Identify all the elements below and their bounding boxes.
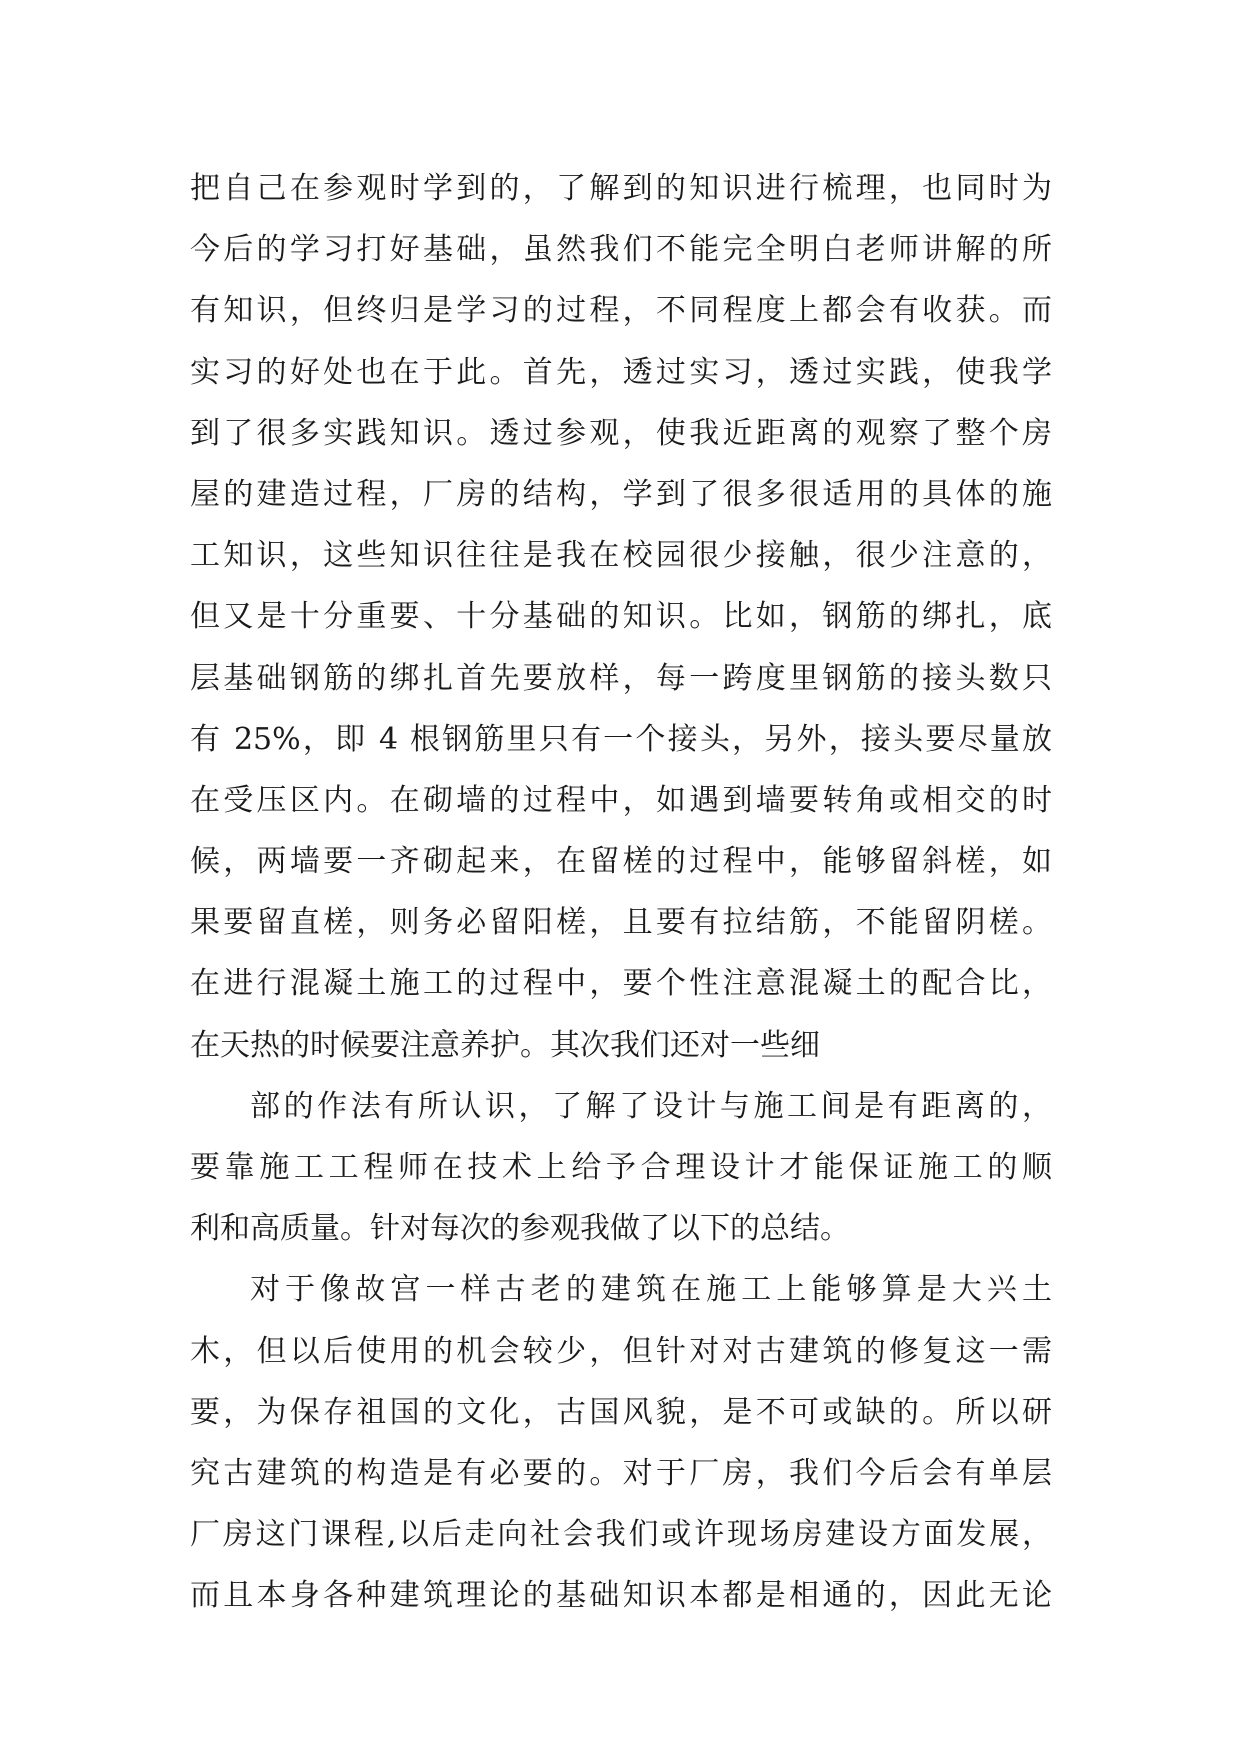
text-line: 有知识，但终归是学习的过程，不同程度上都会有收获。而 <box>190 293 1052 329</box>
text-line: 有 25%，即 4 根钢筋里只有一个接头，另外，接头要尽量放 <box>190 721 1052 757</box>
text-line: 但又是十分重要、十分基础的知识。比如，钢筋的绑扎，底 <box>190 599 1052 635</box>
text-line: 对于像故宫一样古老的建筑在施工上能够算是大兴土 <box>250 1272 1052 1308</box>
text-line: 层基础钢筋的绑扎首先要放样，每一跨度里钢筋的接头数只 <box>190 660 1052 696</box>
text-line: 在进行混凝土施工的过程中，要个性注意混凝土的配合比， <box>190 966 1052 1002</box>
text-line: 今后的学习打好基础，虽然我们不能完全明白老师讲解的所 <box>190 232 1052 268</box>
text-line: 要，为保存祖国的文化，古国风貌，是不可或缺的。所以研 <box>190 1394 1052 1430</box>
text-line: 屋的建造过程，厂房的结构，学到了很多很适用的具体的施 <box>190 476 1052 512</box>
text-line: 木，但以后使用的机会较少，但针对对古建筑的修复这一需 <box>190 1333 1052 1369</box>
text-line: 部的作法有所认识，了解了设计与施工间是有距离的， <box>250 1088 1052 1124</box>
text-line: 在天热的时候要注意养护。其次我们还对一些细 <box>190 1027 820 1063</box>
text-line: 而且本身各种建筑理论的基础知识本都是相通的，因此无论 <box>190 1578 1052 1614</box>
paragraph <box>190 158 1052 1076</box>
text-line: 工知识，这些知识往往是我在校园很少接触，很少注意的， <box>190 538 1052 574</box>
text-line: 候，两墙要一齐砌起来，在留槎的过程中，能够留斜槎，如 <box>190 844 1052 880</box>
text-line: 把自己在参观时学到的，了解到的知识进行梳理，也同时为 <box>190 171 1052 206</box>
text-line: 利和高质量。针对每次的参观我做了以下的总结。 <box>190 1211 850 1247</box>
text-line: 果要留直槎，则务必留阳槎，且要有拉结筋，不能留阴槎。 <box>190 905 1052 941</box>
document-body <box>190 158 1052 1627</box>
text-line: 在受压区内。在砌墙的过程中，如遇到墙要转角或相交的时 <box>190 782 1052 818</box>
paragraph <box>190 1076 1052 1260</box>
paragraph <box>190 1259 1052 1626</box>
text-line: 厂房这门课程,以后走向社会我们或许现场房建设方面发展， <box>190 1517 1052 1553</box>
text-line: 究古建筑的构造是有必要的。对于厂房，我们今后会有单层 <box>190 1455 1052 1491</box>
text-line: 要靠施工工程师在技术上给予合理设计才能保证施工的顺 <box>190 1150 1052 1185</box>
text-line: 到了很多实践知识。透过参观，使我近距离的观察了整个房 <box>190 415 1052 451</box>
text-line: 实习的好处也在于此。首先，透过实习，透过实践，使我学 <box>190 354 1052 390</box>
